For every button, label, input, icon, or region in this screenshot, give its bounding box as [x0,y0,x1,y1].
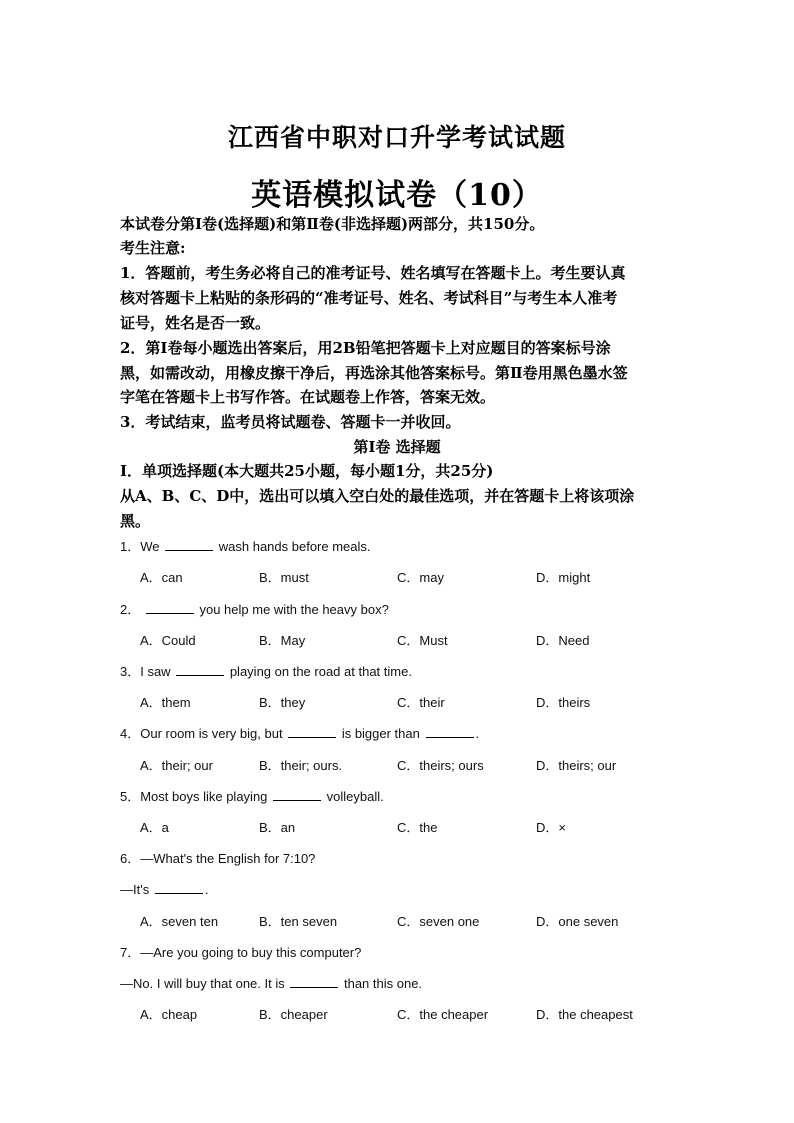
part-title: Ⅰ．单项选择题(本大题共25小题，每小题1分，共25分) [120,462,494,480]
q7-reply-post: than this one. [343,976,423,991]
q6-option-a: A．seven ten [140,914,219,929]
q4-option-d: D．theirs; our [536,758,617,773]
q7-option-c: C．the cheaper [397,1007,489,1022]
q7-option-b: B．cheaper [259,1007,328,1022]
q2-post: you help me with the heavy box? [199,602,389,617]
q2-option-a: A．Could [140,633,196,648]
q3-option-d: D．theirs [536,695,591,710]
q5-pre: 5．Most boys like playing [120,789,268,804]
q1-option-c: C．may [397,570,444,585]
exam-subtitle: 英语模拟试卷（10） [251,178,543,213]
q1-post: wash hands before meals. [218,539,371,554]
intro-line: 本试卷分第Ⅰ卷(选择题)和第Ⅱ卷(非选择题)两部分，共150分。 [120,215,545,233]
q7-reply-pre: —No. I will buy that one. It is [120,976,285,991]
exam-title: 江西省中职对口升学考试试题 [227,123,566,152]
q2-pre: 2． [120,602,141,617]
q6-option-c: C．seven one [397,914,480,929]
question-2 [120,601,389,619]
question-7: 7．—Are you going to buy this computer? [120,945,362,960]
q2-option-b: B．May [259,633,306,648]
q1-option-d: D．might [536,570,591,585]
q1-option-a: A．can [140,570,183,585]
notice-2c: 字笔在答题卡上书写作答。在试题卷上作答，答案无效。 [120,388,496,406]
q3-option-b: B．they [259,695,306,710]
q3-option-c: C．their [397,695,445,710]
question-6: 6．—What's the English for 7:10? [120,851,316,866]
answer-blank [273,788,321,801]
q5-option-b: B．an [259,820,296,835]
question-5 [120,788,384,806]
answer-blank [288,725,336,738]
q7-option-a: A．cheap [140,1007,198,1022]
q4-option-c: C．theirs; ours [397,758,484,773]
question-7-reply [120,975,422,993]
answer-blank [426,725,474,738]
question-3 [120,663,412,681]
q2-option-c: C．Must [397,633,448,648]
instruction-a: 从A、B、C、D中，选出可以填入空白处的最佳选项，并在答题卡上将该项涂 [120,487,635,505]
answer-blank [146,601,194,614]
notice-1b: 核对答题卡上粘贴的条形码的“准考证号、姓名、考试科目”与考生本人准考 [120,289,618,307]
notice-2a: 2．第Ⅰ卷每小题选出答案后，用2B铅笔把答题卡上对应题目的答案标号涂 [120,339,611,357]
q1-pre: 1．We [120,539,160,554]
q6-reply-pre: —It's [120,882,150,897]
instruction-b: 黑。 [120,512,151,530]
q4-post: . [475,726,480,741]
q6-option-d: D．one seven [536,914,619,929]
q5-post: volleyball. [326,789,384,804]
q7-option-d: D．the cheapest [536,1007,633,1022]
q6-option-b: B．ten seven [259,914,338,929]
answer-blank [165,538,213,551]
question-4 [120,725,479,743]
notice-1a: 1．答题前，考生务必将自己的准考证号、姓名填写在答题卡上。考生要认真 [120,264,626,282]
q4-option-b: B．their; ours. [259,758,343,773]
q2-option-d: D．Need [536,633,590,648]
answer-blank [155,881,203,894]
q3-post: playing on the road at that time. [229,664,412,679]
question-6-reply [120,881,208,899]
q5-option-d: D．× [536,820,566,835]
q4-mid: is bigger than [341,726,420,741]
answer-blank [290,975,338,988]
q3-pre: 3．I saw [120,664,171,679]
q1-option-b: B．must [259,570,309,585]
notice-2b: 黑，如需改动，用橡皮擦干净后，再选涂其他答案标号。第Ⅱ卷用黑色墨水签 [120,364,628,382]
notice-heading: 考生注意: [120,239,186,257]
notice-1c: 证号，姓名是否一致。 [120,314,271,332]
q6-reply-post: . [204,882,209,897]
answer-blank [176,663,224,676]
section-title: 第Ⅰ卷 选择题 [353,438,441,456]
q5-option-a: A．a [140,820,169,835]
q5-option-c: C．the [397,820,438,835]
q4-pre: 4．Our room is very big, but [120,726,283,741]
q3-option-a: A．them [140,695,191,710]
notice-3: 3．考试结束，监考员将试题卷、答题卡一并收回。 [120,413,461,431]
question-1 [120,538,371,556]
q4-option-a: A．their; our [140,758,213,773]
